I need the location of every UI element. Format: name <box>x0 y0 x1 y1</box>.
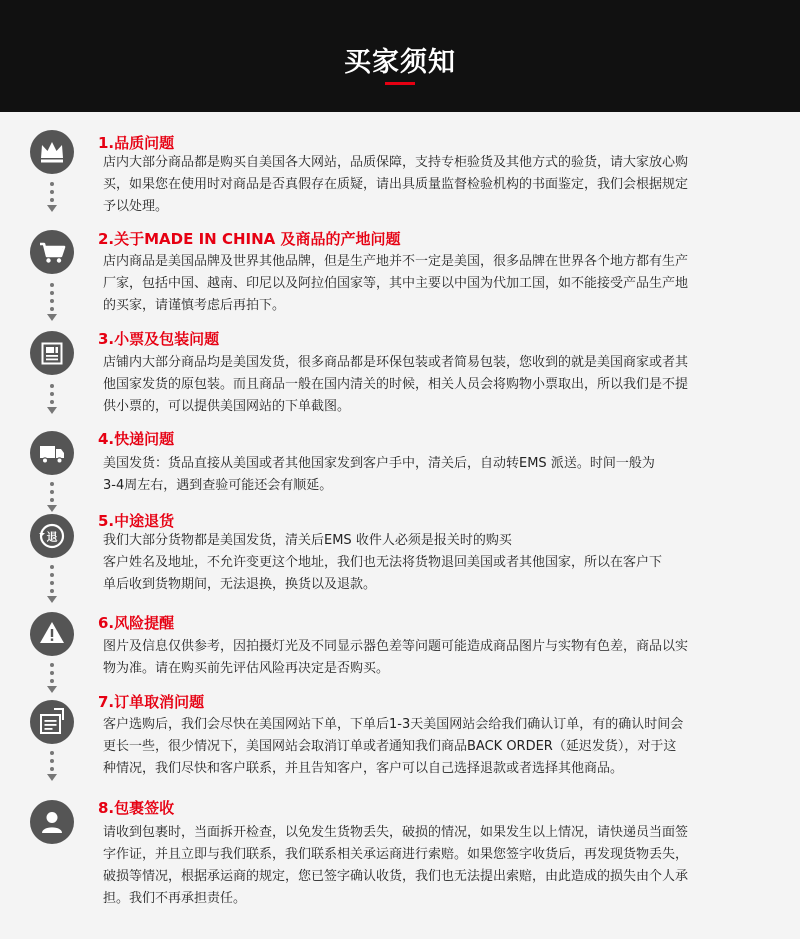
header-banner <box>0 0 800 112</box>
text-line: 店铺内大部分商品均是美国发货，很多商品都是环保包装或者简易包装，您收到的就是美国商家或者其 <box>103 355 689 370</box>
text-line: 厂家，包括中国、越南、印尼以及阿拉伯国家等，其中主要以中国为代加工国，如不能接受产品生产地 <box>103 276 689 291</box>
receipt-icon <box>30 331 74 375</box>
section-text <box>103 714 763 780</box>
text-line: 予以处理。 <box>103 199 169 214</box>
text-line: 更长一些，很少情况下，美国网站会取消订单或者通知我们商品BACK ORDER（延迟发货），对于这 <box>103 739 677 754</box>
text-line: 图片及信息仅供参考，因拍摄灯光及不同显示器色差等问题可能造成商品图片与实物有色差，商品以实 <box>103 639 689 654</box>
section-title: 7.订单取消问题 <box>98 693 205 711</box>
section-title: 1.品质问题 <box>98 134 175 152</box>
text-line: 3-4周左右，遇到查验可能还会有顺延。 <box>103 478 333 493</box>
text-line: 店内大部分商品都是购买自美国各大网站，品质保障，支持专柜验货及其他方式的验货，请大家放心购 <box>103 155 689 170</box>
section-text <box>103 822 763 910</box>
delivery-truck-icon <box>30 431 74 475</box>
text-line: 他国家发货的原包装。而且商品一般在国内清关的时候，相关人员会将购物小票取出，所以我们是不提 <box>103 377 689 392</box>
section-title: 6.风险提醒 <box>98 614 175 632</box>
section-title: 2.关于MADE IN CHINA 及商品的产地问题 <box>98 230 401 248</box>
section-title: 5.中途退货 <box>98 512 175 530</box>
section-text <box>103 251 763 317</box>
text-line: 单后收到货物期间，无法退换，换货以及退款。 <box>103 577 377 592</box>
section-text <box>103 530 763 596</box>
warning-icon <box>30 612 74 656</box>
section-text <box>103 152 763 218</box>
section-text <box>103 352 763 418</box>
text-line: 破损等情况，根据承运商的规定，您已签字确认收货，我们也无法提出索赔，由此造成的损失由个人承 <box>103 869 689 884</box>
crown-icon <box>30 130 74 174</box>
text-line: 请收到包裹时，当面拆开检查，以免发生货物丢失，破损的情况，如果发生以上情况，请快递员当面签 <box>103 825 689 840</box>
text-line: 种情况，我们尽快和客户联系，并且告知客户，客户可以自己选择退款或者选择其他商品。 <box>103 761 624 776</box>
title-underline <box>385 82 415 85</box>
section-text <box>103 636 763 680</box>
cancel-order-icon <box>30 700 74 744</box>
text-line: 我们大部分货物都是美国发货，清关后EMS 收件人必须是报关时的购买 <box>103 533 512 548</box>
section-title: 3.小票及包装问题 <box>98 330 220 348</box>
text-line: 物为准。请在购买前先评估风险再决定是否购买。 <box>103 661 390 676</box>
section-title: 4.快递问题 <box>98 430 175 448</box>
text-line: 美国发货：货品直接从美国或者其他国家发到客户手中，清关后，自动转EMS 派送。时间一般为 <box>103 456 655 471</box>
text-line: 的买家，请谨慎考虑后再拍下。 <box>103 298 286 313</box>
text-line: 供小票的，可以提供美国网站的下单截图。 <box>103 399 351 414</box>
section-title: 8.包裹签收 <box>98 799 175 817</box>
user-icon <box>30 800 74 844</box>
svg-text:退: 退 <box>46 530 58 544</box>
text-line: 店内商品是美国品牌及世界其他品牌，但是生产地并不一定是美国，很多品牌在世界各个地方都有生产 <box>103 254 689 269</box>
shopping-cart-icon <box>30 230 74 274</box>
text-line: 担。我们不再承担责任。 <box>103 891 247 906</box>
page-title: 买家须知 <box>344 47 456 78</box>
text-line: 客户选购后，我们会尽快在美国网站下单，下单后1-3天美国网站会给我们确认订单，有的确认时间会 <box>103 717 684 732</box>
text-line: 买，如果您在使用时对商品是否真假存在质疑，请出具质量监督检验机构的书面鉴定，我们会根据规定 <box>103 177 689 192</box>
return-icon <box>30 514 74 558</box>
section-text <box>103 453 763 497</box>
text-line: 客户姓名及地址，不允许变更这个地址，我们也无法将货物退回美国或者其他国家，所以在客户下 <box>103 555 663 570</box>
text-line: 字作证，并且立即与我们联系，我们联系相关承运商进行索赔。如果您签字收货后，再发现货物丢失， <box>103 847 689 862</box>
